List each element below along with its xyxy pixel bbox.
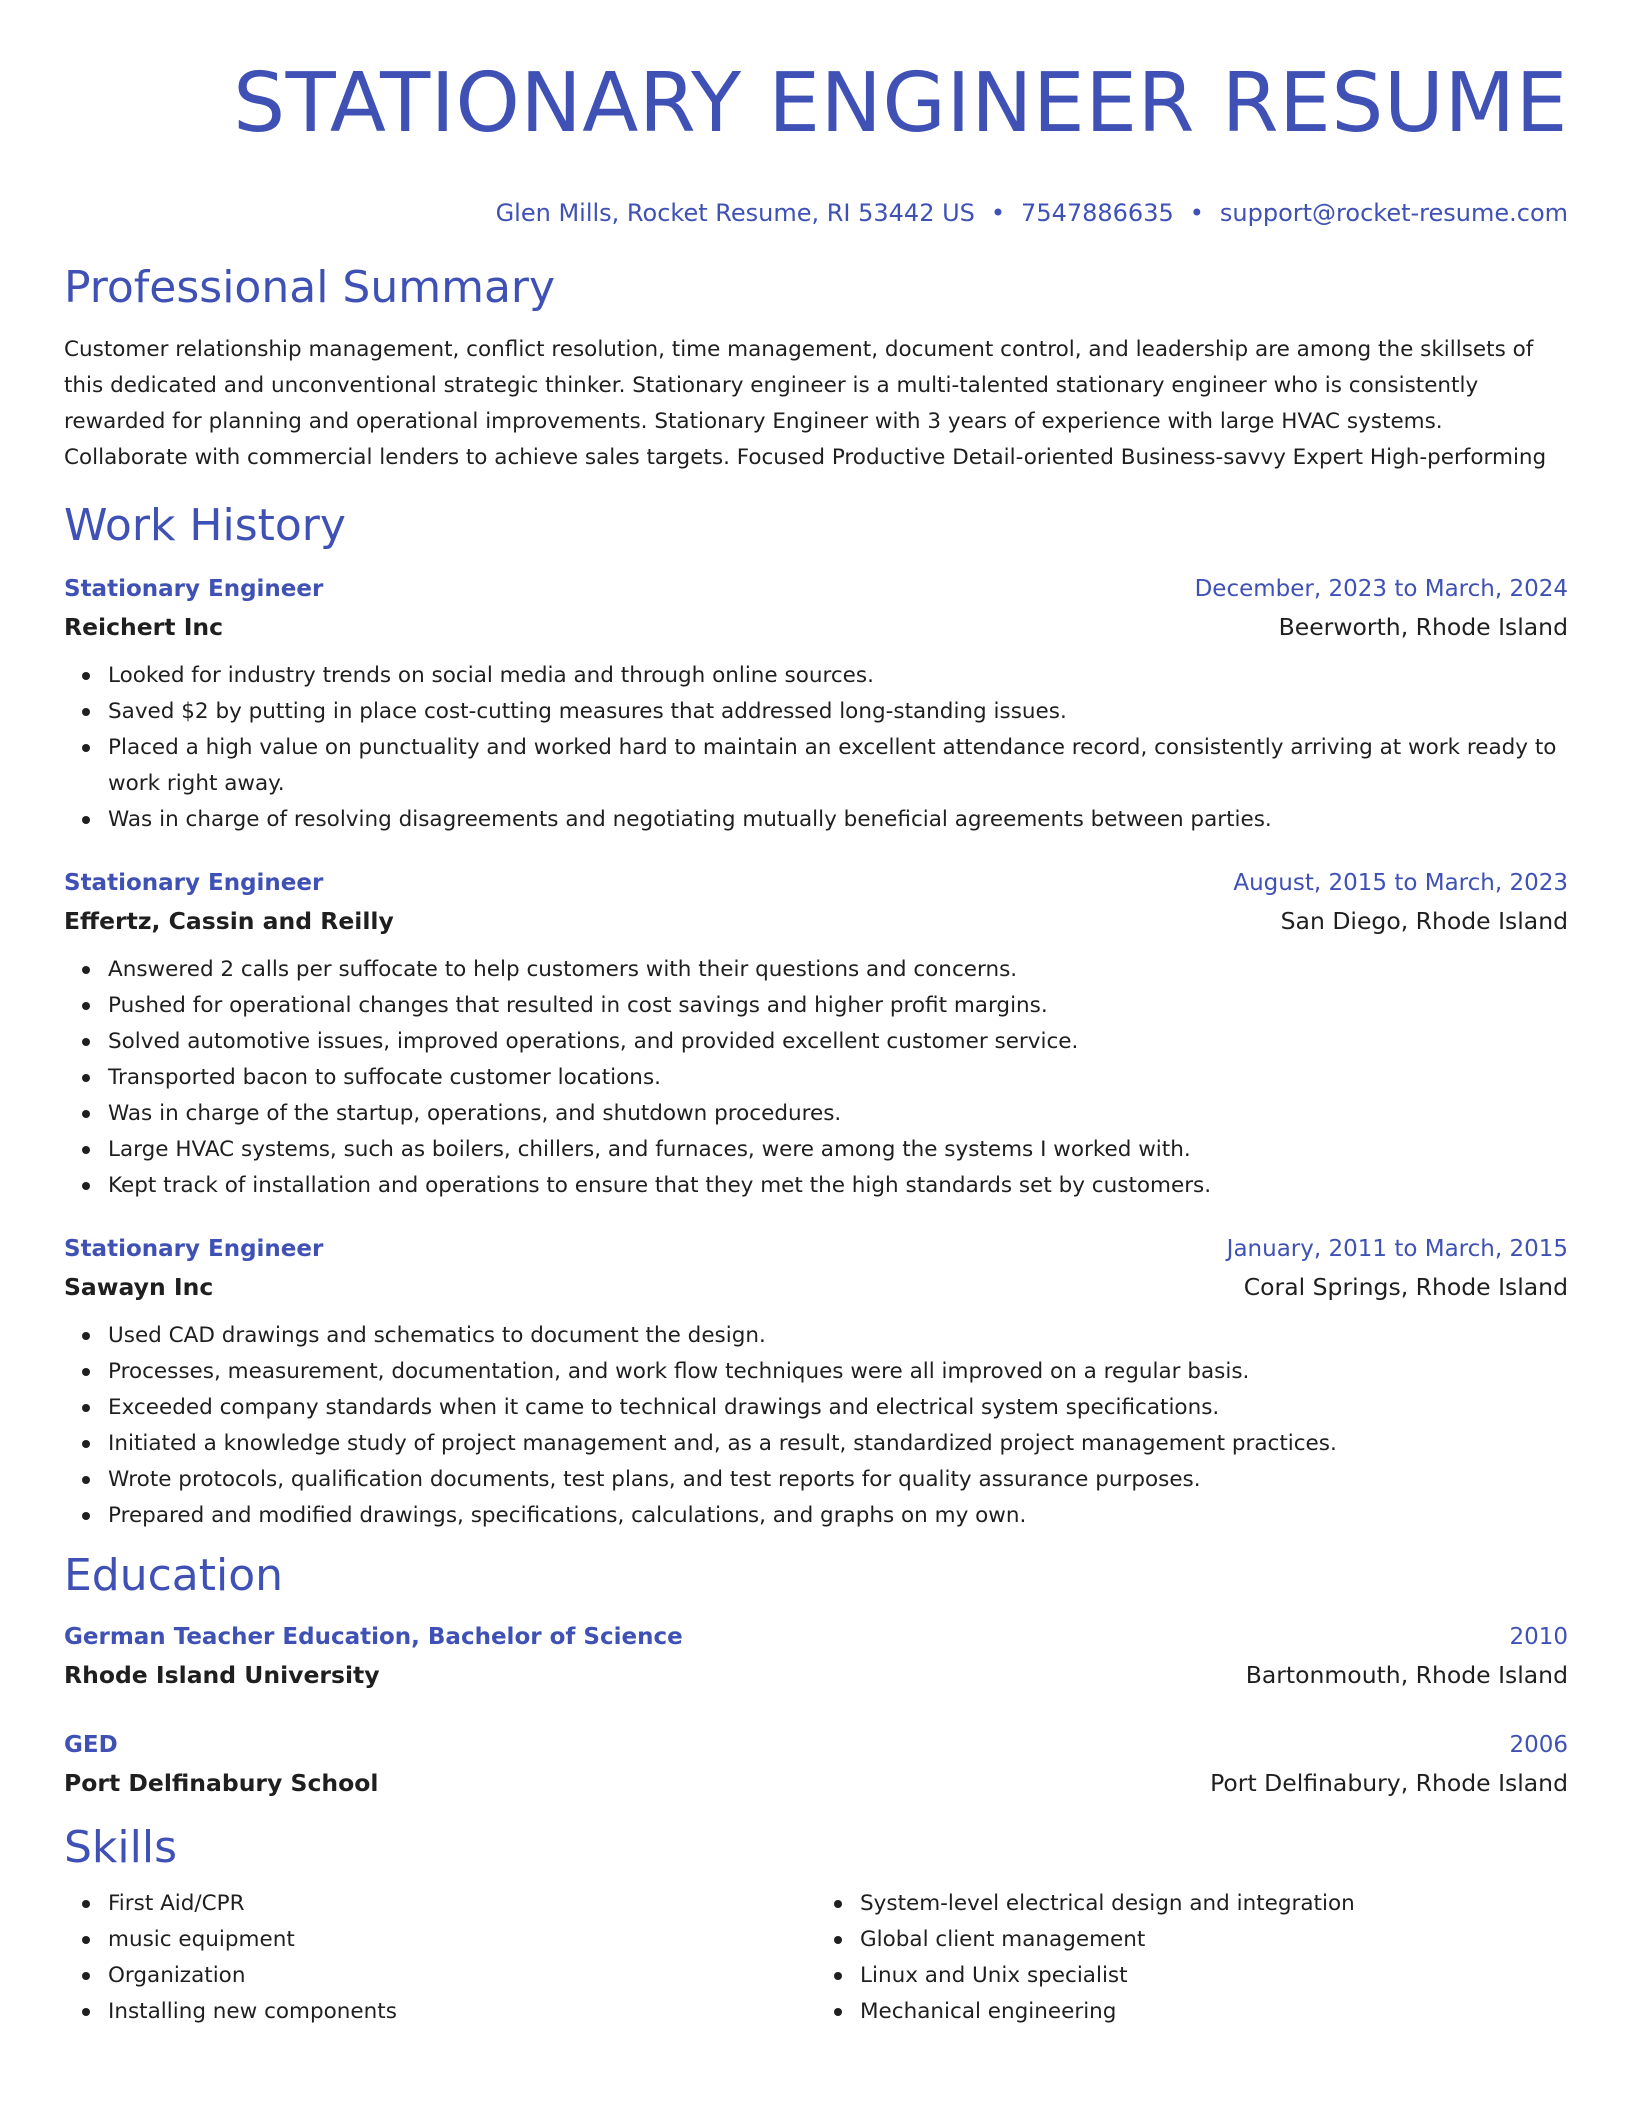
education-degree: German Teacher Education, Bachelor of Science [64, 1624, 683, 1650]
education-school-row [64, 1660, 1568, 1690]
section-heading-work: Work History [64, 500, 346, 551]
work-history-section [64, 500, 1568, 1534]
list-item: Pushed for operational changes that resulted in cost savings and higher profit margins. [108, 988, 1568, 1024]
job-company: Sawayn Inc [64, 1273, 214, 1301]
section-heading-education: Education [64, 1550, 284, 1601]
contact-phone: 7547886635 [1021, 199, 1174, 227]
education-entry [64, 1622, 1568, 1690]
job-header-row [64, 574, 1568, 604]
education-school-row [64, 1768, 1568, 1798]
education-year: 2010 [1509, 1624, 1568, 1650]
education-location: Port Delfinabury, Rhode Island [1210, 1769, 1568, 1797]
job-dates: December, 2023 to March, 2024 [1194, 576, 1568, 602]
section-heading-skills: Skills [64, 1822, 178, 1873]
resume-header [64, 0, 1568, 228]
list-item: Large HVAC systems, such as boilers, chillers, and furnaces, were among the systems I worked with. [108, 1132, 1568, 1168]
page-title: STATIONARY ENGINEER RESUME [233, 56, 1568, 151]
education-degree: GED [64, 1732, 118, 1758]
skill-item: Organization [108, 1958, 816, 1994]
job-header-row [64, 1234, 1568, 1264]
skill-item: Linux and Unix specialist [860, 1958, 1568, 1994]
education-location: Bartonmouth, Rhode Island [1245, 1661, 1568, 1689]
job-title: Stationary Engineer [64, 870, 324, 896]
skills-section [64, 1822, 1568, 2030]
skill-item: Installing new components [108, 1994, 816, 2030]
education-entry [64, 1730, 1568, 1798]
education-school: Port Delfinabury School [64, 1769, 379, 1797]
job-location: Beerworth, Rhode Island [1278, 613, 1568, 641]
contact-address: Glen Mills, Rocket Resume, RI 53442 US [495, 199, 975, 227]
skill-item: System-level electrical design and integration [860, 1886, 1568, 1922]
job-company-row [64, 906, 1568, 936]
skills-column-right [816, 1886, 1568, 2030]
skills-grid [64, 1886, 1568, 2030]
job-entry [64, 1234, 1568, 1534]
job-bullets [64, 658, 1568, 838]
list-item: Placed a high value on punctuality and worked hard to maintain an excellent attendance record, consistently arriving at work ready to work right away. [108, 730, 1568, 802]
list-item: Processes, measurement, documentation, and work flow techniques were all improved on a regular basis. [108, 1354, 1568, 1390]
separator-dot: • [990, 199, 1006, 227]
list-item: Looked for industry trends on social media and through online sources. [108, 658, 1568, 694]
skills-list [64, 1886, 816, 2030]
list-item: Exceeded company standards when it came to technical drawings and electrical system specifications. [108, 1390, 1568, 1426]
list-item: Initiated a knowledge study of project management and, as a result, standardized project management practices. [108, 1426, 1568, 1462]
job-bullets [64, 952, 1568, 1204]
skill-item: Global client management [860, 1922, 1568, 1958]
job-title: Stationary Engineer [64, 1236, 324, 1262]
job-company-row [64, 1272, 1568, 1302]
job-title: Stationary Engineer [64, 576, 324, 602]
contact-email: support@rocket-resume.com [1219, 199, 1568, 227]
job-company: Effertz, Cassin and Reilly [64, 907, 394, 935]
list-item: Prepared and modified drawings, specifications, calculations, and graphs on my own. [108, 1498, 1568, 1534]
job-location: San Diego, Rhode Island [1280, 907, 1568, 935]
skill-item: First Aid/CPR [108, 1886, 816, 1922]
education-header-row [64, 1730, 1568, 1760]
skill-item: Mechanical engineering [860, 1994, 1568, 2030]
education-school: Rhode Island University [64, 1661, 380, 1689]
list-item: Wrote protocols, qualification documents, test plans, and test reports for quality assurance purposes. [108, 1462, 1568, 1498]
list-item: Was in charge of resolving disagreements and negotiating mutually beneficial agreements between parties. [108, 802, 1568, 838]
list-item: Used CAD drawings and schematics to document the design. [108, 1318, 1568, 1354]
skills-list [816, 1886, 1568, 2030]
job-company: Reichert Inc [64, 613, 224, 641]
skills-column-left [64, 1886, 816, 2030]
section-heading-summary: Professional Summary [64, 262, 556, 313]
contact-line [64, 198, 1568, 228]
list-item: Saved $2 by putting in place cost-cutting measures that addressed long-standing issues. [108, 694, 1568, 730]
separator-dot: • [1189, 199, 1204, 227]
job-company-row [64, 612, 1568, 642]
job-entry [64, 868, 1568, 1204]
education-year: 2006 [1509, 1732, 1568, 1758]
education-section [64, 1550, 1568, 1798]
job-header-row [64, 868, 1568, 898]
list-item: Was in charge of the startup, operations, and shutdown procedures. [108, 1096, 1568, 1132]
list-item: Solved automotive issues, improved operations, and provided excellent customer service. [108, 1024, 1568, 1060]
job-entry [64, 574, 1568, 838]
job-bullets [64, 1318, 1568, 1534]
job-dates: August, 2015 to March, 2023 [1233, 870, 1568, 896]
list-item: Kept track of installation and operations to ensure that they met the high standards set by customers. [108, 1168, 1568, 1204]
list-item: Transported bacon to suffocate customer locations. [108, 1060, 1568, 1096]
skill-item: music equipment [108, 1922, 816, 1958]
job-location: Coral Springs, Rhode Island [1243, 1273, 1568, 1301]
education-header-row [64, 1622, 1568, 1652]
summary-text: Customer relationship management, conflict resolution, time management, document control, and leadership are among the skillsets of this dedicated and unconventional strategic thinker. Stationary engineer is a multi-talented stationary engineer who is consistently rewarded for planning and operational improvements. Stationary Engineer with 3 years of experience with large HVAC systems. Collaborate with commercial lenders to achieve sales targets. Focused Productive Detail-oriented Business-savvy Expert High-performing [64, 337, 1547, 470]
job-dates: January, 2011 to March, 2015 [1226, 1236, 1568, 1262]
list-item: Answered 2 calls per suffocate to help customers with their questions and concerns. [108, 952, 1568, 988]
professional-summary-section [64, 262, 1568, 476]
